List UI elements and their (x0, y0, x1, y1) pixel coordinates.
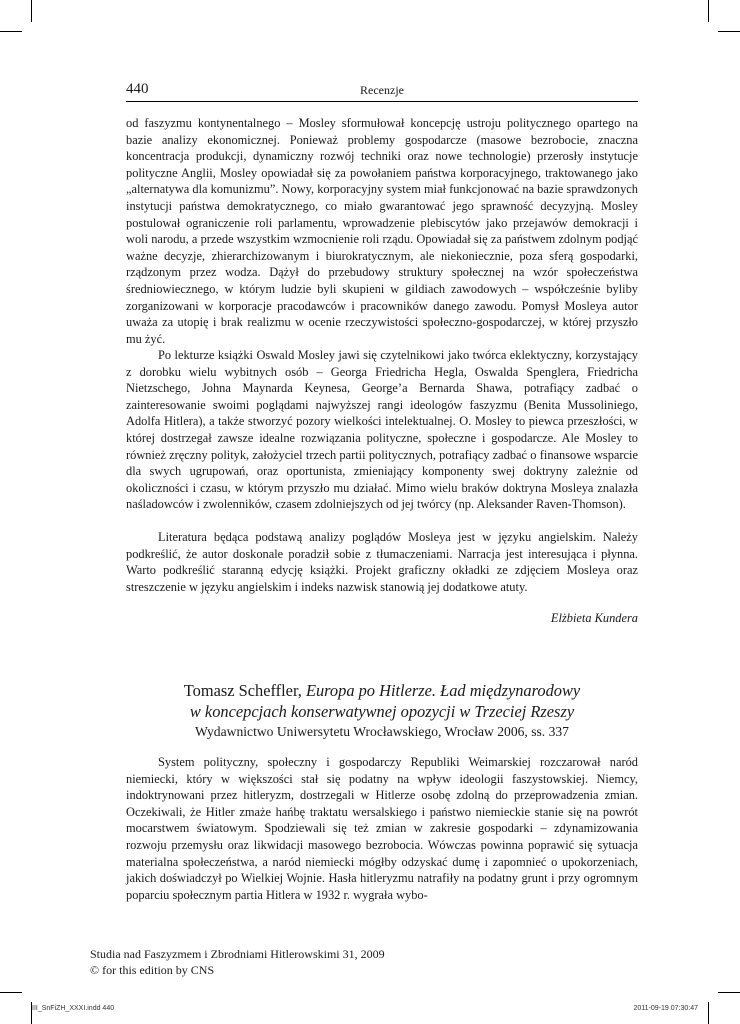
crop-mark (0, 31, 22, 32)
body-paragraph: od faszyzmu kontynentalnego – Mosley sformułował koncepcję ustroju politycznego opartego na bazie analizy ekonomicznej. Ponieważ problemy gospodarcze (masowe bezrobocie, znaczna koncentracja produkcji, dynamiczny rozwój techniki oraz nowe technologie) przerosły instytucje polityczne Anglii, Mosley opowiadał się za powołaniem państwa korporacyjnego, traktowanego jako „alternatywa dla komunizmu”. Nowy, korporacyjny system miał funkcjonować na bazie sprawdzonych instytucji państwa demokratycznego, co miało gwarantować jego sprawność decyzyjną. Mosley postulował ograniczenie roli parlamentu, wprowadzenie plebiscytów jako przejawów demokracji i woli narodu, a przede wszystkim wzmocnienie roli rządu. Opowiadał się za państwem zdolnym podjąć ważne decyzje, zhierarchizowanym i biurokratycznym, ale niekoniecznie, poza sferą gospodarki, rządzonym przez wodza. Dążył do przebudowy struktury społecznej na wzór społeczeństwa średniowiecznego, w którym ludzie byli skupieni w gildiach zawodowych – współcześnie byliby zorganizowani w korporacje pracodawców i pracowników danego zawodu. Pomysł Mosleya autor uważa za utopię i brak realizmu w ocenie rzeczywistości społeczno-gospodarczej, w której przyszło mu żyć. (126, 116, 638, 346)
body-paragraph: Literatura będąca podstawą analizy poglądów Mosleya jest w języku angielskim. Należy podkreślić, że autor doskonale poradził sobie z tłumaczeniami. Narracja jest interesująca i płynna. Warto podkreślić staranną edycję książki. Projekt graficzny okładki ze zdjęciem Mosleya oraz streszczenie w języku angielskim i indeks nazwisk stanowią jej dodatkowe atuty. (126, 530, 638, 594)
slug-filename: III_SnFiZH_XXXI.indd 440 (32, 1005, 115, 1012)
journal-citation: Studia nad Faszyzmem i Zbrodniami Hitlerowskimi 31, 2009 (90, 947, 385, 961)
book-title-line (126, 701, 638, 722)
body-paragraph: System polityczny, społeczny i gospodarczy Republiki Weimarskiej rozczarował naród niemiecki, który w większości stał się podatny na wpływ ideologii faszystowskiej. Niemcy, indoktrynowani przez hitleryzm, dostrzegali w Hitlerze osobę zdolną do przeprowadzenia zmian. Oczekiwali, że Hitler zmaże hańbę traktatu wersalskiego i państwo niemieckie stanie się na powrót mocarstwem światowym. Spodziewali się też zmian w zakresie gospodarki – zdynamizowania rozwoju przemysłu oraz likwidacji masowego bezrobocia. Wówczas powinna poprawić się sytuacja materialna społeczeństwa, a naród niemiecki mógłby odzyskać dumę i zapomnieć o upokorzeniach, jakich doświadczył po Wielkiej Wojnie. Hasła hitleryzmu natrafiły na podatny grunt i przy ogromnym poparciu społecznym partia Hitlera w 1932 r. wygrała wybo- (126, 755, 638, 902)
book-title-line (126, 680, 638, 701)
reviewer-signature: Elżbieta Kundera (550, 611, 638, 625)
crop-mark (708, 0, 709, 22)
book-author: Tomasz Scheffler, (183, 681, 302, 700)
crop-mark (718, 992, 740, 993)
running-title: Recenzje (360, 83, 404, 97)
running-head (126, 81, 638, 102)
book-subtitle: w koncepcjach konserwatywnej opozycji w Trzeciej Rzeszy (189, 702, 575, 721)
body-paragraph: Po lekturze książki Oswald Mosley jawi się czytelnikowi jako twórca eklektyczny, korzystający z dorobku wielu wybitnych osób – Georga Friedricha Hegla, Oswalda Spenglera, Friedricha Nietzschego, Johna Maynarda Keynesa, George’a Bernarda Shawa, potrafiący zadbać o zainteresowanie swoimi poglądami najwyższej rangi ideologów faszyzmu (Benita Mussoliniego, Adolfa Hitlera), a także stworzyć pozory wielkości intelektualnej. O. Mosley to piewca przeszłości, w której dostrzegał zawsze idealne rozwiązania polityczne, społeczne i gospodarcze. Ale Mosley to również zręczny polityk, założyciel trzech partii politycznych, potrafiący zadbać o finansowe wsparcie dla swych ugrupowań, oraz oportunista, zmieniający komponenty swej doktryny zależnie od okoliczności i czasu, w którym przyszło mu działać. Mimo wielu braków doktryna Mosleya znalazła naśladowców i zwolenników, czasem zdolniejszych od jej twórcy (np. Aleksander Raven-Thomson). (126, 348, 638, 512)
copyright-note: © for this edition by CNS (90, 963, 215, 977)
page-number: 440 (126, 81, 149, 97)
review-heading (126, 680, 638, 741)
book-publisher: Wydawnictwo Uniwersytetu Wrocławskiego, Wrocław 2006, ss. 337 (195, 724, 569, 739)
crop-mark (31, 0, 32, 22)
crop-mark (718, 31, 740, 32)
page-footer (90, 946, 385, 978)
book-title: Europa po Hitlerze. Ład międzynarodowy (305, 681, 581, 700)
crop-mark (708, 1002, 709, 1024)
crop-mark (0, 992, 22, 993)
slug-timestamp: 2011-09-19 07:30:47 (633, 1005, 698, 1012)
